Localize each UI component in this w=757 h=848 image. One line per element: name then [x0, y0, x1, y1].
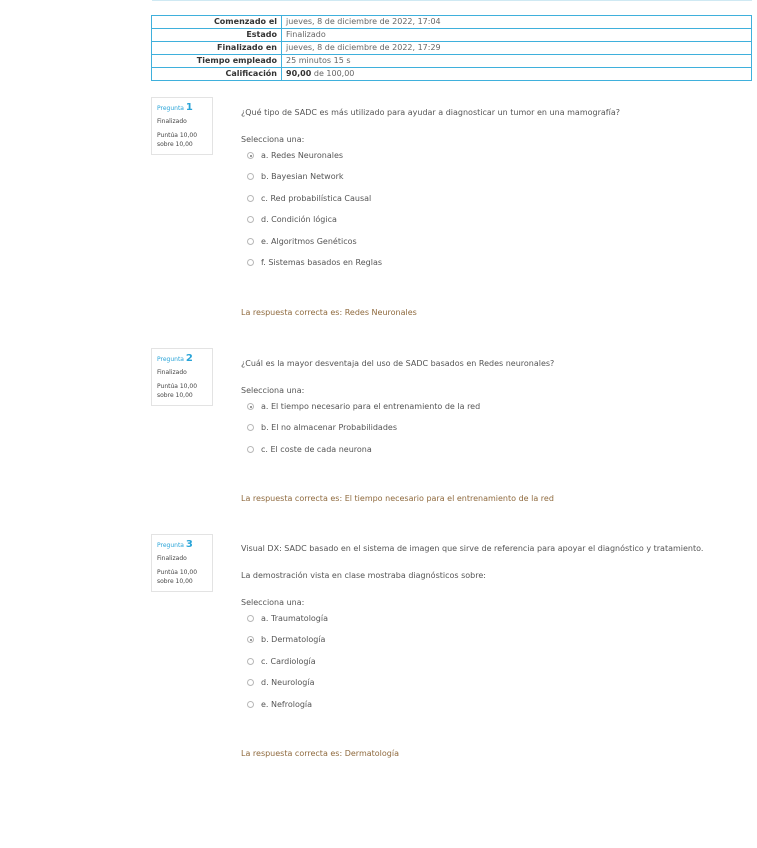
- question-info-3: [151, 534, 213, 592]
- question-grade: Puntúa 10,00 sobre 10,00: [157, 132, 198, 148]
- answer-option[interactable]: b. Dermatología: [247, 635, 325, 644]
- answer-option[interactable]: b. Bayesian Network: [247, 172, 344, 181]
- summary-value: jueves, 8 de diciembre de 2022, 17:29: [282, 42, 752, 55]
- answer-option[interactable]: c. El coste de cada neurona: [247, 445, 372, 454]
- select-prompt: Selecciona una:: [241, 386, 305, 395]
- question-text: ¿Qué tipo de SADC es más utilizado para ayudar a diagnosticar un tumor en una mamografía?: [241, 108, 620, 117]
- question-info-2: [151, 348, 213, 406]
- radio-icon[interactable]: [247, 259, 254, 266]
- top-divider: [152, 0, 752, 1]
- answer-option[interactable]: a. Redes Neuronales: [247, 151, 343, 160]
- question-state: Finalizado: [157, 369, 187, 376]
- summary-value: jueves, 8 de diciembre de 2022, 17:04: [282, 16, 752, 29]
- radio-icon[interactable]: [247, 216, 254, 223]
- select-prompt: Selecciona una:: [241, 598, 305, 607]
- answer-option[interactable]: c. Red probabilística Causal: [247, 194, 371, 203]
- summary-value: 25 minutos 15 s: [282, 55, 752, 68]
- summary-label: Comenzado el: [152, 16, 282, 29]
- question-grade: Puntúa 10,00 sobre 10,00: [157, 569, 198, 585]
- summary-row-state: [152, 29, 752, 42]
- correct-answer-feedback: La respuesta correcta es: Redes Neuronales: [241, 308, 417, 317]
- question-text: ¿Cuál es la mayor desventaja del uso de SADC basados en Redes neuronales?: [241, 359, 555, 368]
- correct-answer-feedback: La respuesta correcta es: El tiempo necesario para el entrenamiento de la red: [241, 494, 554, 503]
- summary-row-started: [152, 16, 752, 29]
- question-grade: Puntúa 10,00 sobre 10,00: [157, 383, 198, 399]
- radio-icon[interactable]: [247, 238, 254, 245]
- radio-selected-icon[interactable]: [247, 636, 254, 643]
- answer-option[interactable]: d. Condición lógica: [247, 215, 337, 224]
- select-prompt: Selecciona una:: [241, 135, 305, 144]
- question-number: Pregunta 2: [157, 353, 193, 364]
- summary-label: Tiempo empleado: [152, 55, 282, 68]
- question-subtext: La demostración vista en clase mostraba diagnósticos sobre:: [241, 571, 486, 580]
- summary-row-finished: [152, 42, 752, 55]
- answer-option[interactable]: b. El no almacenar Probabilidades: [247, 423, 397, 432]
- answer-option[interactable]: c. Cardiología: [247, 657, 316, 666]
- attempt-summary-table: [151, 15, 752, 81]
- summary-row-grade: [152, 68, 752, 81]
- radio-icon[interactable]: [247, 658, 254, 665]
- summary-label: Estado: [152, 29, 282, 42]
- summary-value: [282, 68, 752, 81]
- answer-option[interactable]: a. Traumatología: [247, 614, 328, 623]
- question-info-1: [151, 97, 213, 155]
- radio-icon[interactable]: [247, 424, 254, 431]
- radio-icon[interactable]: [247, 615, 254, 622]
- radio-selected-icon[interactable]: [247, 403, 254, 410]
- question-state: Finalizado: [157, 118, 187, 125]
- radio-icon[interactable]: [247, 679, 254, 686]
- grade-max: de 100,00: [313, 69, 355, 78]
- radio-icon[interactable]: [247, 701, 254, 708]
- answer-option[interactable]: f. Sistemas basados en Reglas: [247, 258, 382, 267]
- radio-icon[interactable]: [247, 195, 254, 202]
- answer-option[interactable]: d. Neurología: [247, 678, 314, 687]
- question-number: Pregunta 1: [157, 102, 193, 113]
- question-number: Pregunta 3: [157, 539, 193, 550]
- grade-score: 90,00: [286, 69, 312, 78]
- answer-option[interactable]: e. Algoritmos Genéticos: [247, 237, 357, 246]
- radio-icon[interactable]: [247, 446, 254, 453]
- question-text: Visual DX: SADC basado en el sistema de imagen que sirve de referencia para apoyar el diagnóstico y tratamiento.: [241, 544, 704, 553]
- summary-label: Calificación: [152, 68, 282, 81]
- answer-option[interactable]: a. El tiempo necesario para el entrenamiento de la red: [247, 402, 480, 411]
- radio-icon[interactable]: [247, 173, 254, 180]
- summary-row-time: [152, 55, 752, 68]
- question-state: Finalizado: [157, 555, 187, 562]
- summary-label: Finalizado en: [152, 42, 282, 55]
- correct-answer-feedback: La respuesta correcta es: Dermatología: [241, 749, 399, 758]
- radio-selected-icon[interactable]: [247, 152, 254, 159]
- answer-option[interactable]: e. Nefrología: [247, 700, 312, 709]
- summary-value: Finalizado: [282, 29, 752, 42]
